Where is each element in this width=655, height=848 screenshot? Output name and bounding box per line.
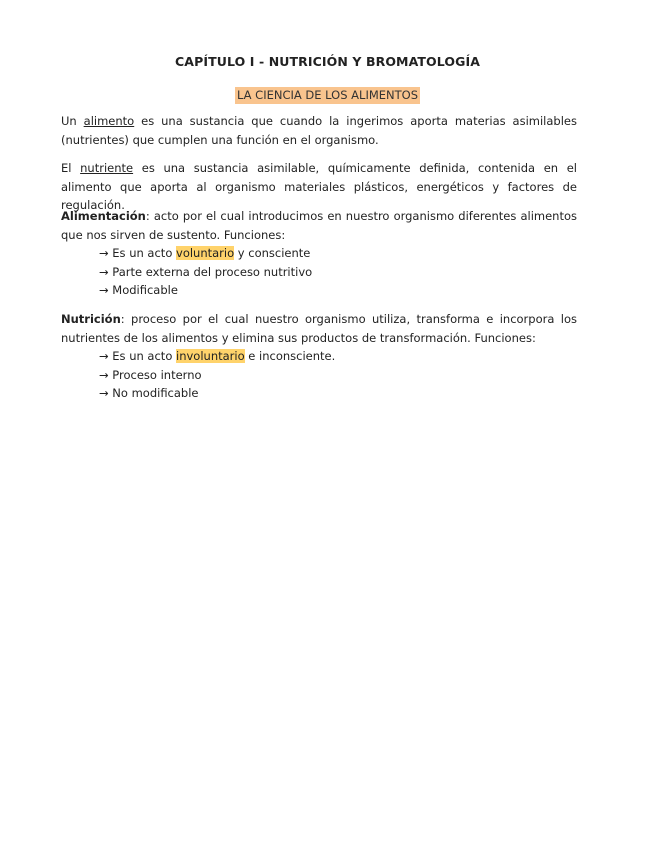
list-nutricion (99, 347, 559, 403)
list-item-pre: → Es un acto (99, 246, 177, 260)
term-alimentacion: Alimentación (61, 209, 146, 223)
list-item (99, 244, 559, 263)
section-subtitle: LA CIENCIA DE LOS ALIMENTOS (236, 88, 419, 102)
term-nutricion: Nutrición (61, 312, 121, 326)
paragraph-nutriente-text: es una sustancia asimilable, químicamente definida, contenida en el alimento que aporta al organismo materiales plásticos, energéticos y factores de regulación. (61, 161, 577, 212)
paragraph-nutriente-pre: El (61, 161, 81, 175)
highlight-involuntario: involuntario (176, 349, 245, 363)
list-item-pre: → Es un acto (99, 349, 177, 363)
paragraph-alimento-pre: Un (61, 114, 84, 128)
highlight-voluntario: voluntario (176, 246, 235, 260)
subtitle-container (0, 84, 655, 104)
chapter-title: CAPÍTULO I - NUTRICIÓN Y BROMATOLOGÍA (175, 54, 480, 69)
list-item: → Parte externa del proceso nutritivo (99, 264, 313, 279)
list-item: → No modificable (99, 386, 199, 400)
paragraph-nutricion (61, 310, 577, 347)
list-item-post: e inconsciente. (244, 349, 336, 363)
list-item (99, 347, 559, 366)
paragraph-alimento (61, 112, 577, 149)
list-item-post: y consciente (234, 246, 311, 260)
paragraph-alimentacion (61, 207, 577, 244)
term-nutriente: nutriente (80, 161, 134, 175)
list-item: → Proceso interno (99, 367, 202, 382)
list-alimentacion (99, 244, 559, 300)
paragraph-alimentacion-text: : acto por el cual introducimos en nuestro organismo diferentes alimentos que nos sirven de sustento. Funciones: (61, 209, 577, 242)
list-item: → Modificable (99, 283, 178, 297)
term-alimento: alimento (83, 114, 135, 128)
paragraph-nutricion-text: : proceso por el cual nuestro organismo utiliza, transforma e incorpora los nutrientes de los alimentos y elimina sus productos de transformación. Funciones: (61, 312, 577, 345)
paragraph-alimento-text: es una sustancia que cuando la ingerimos aporta materias asimilables (nutrientes) que cumplen una función en el organismo. (61, 114, 577, 147)
